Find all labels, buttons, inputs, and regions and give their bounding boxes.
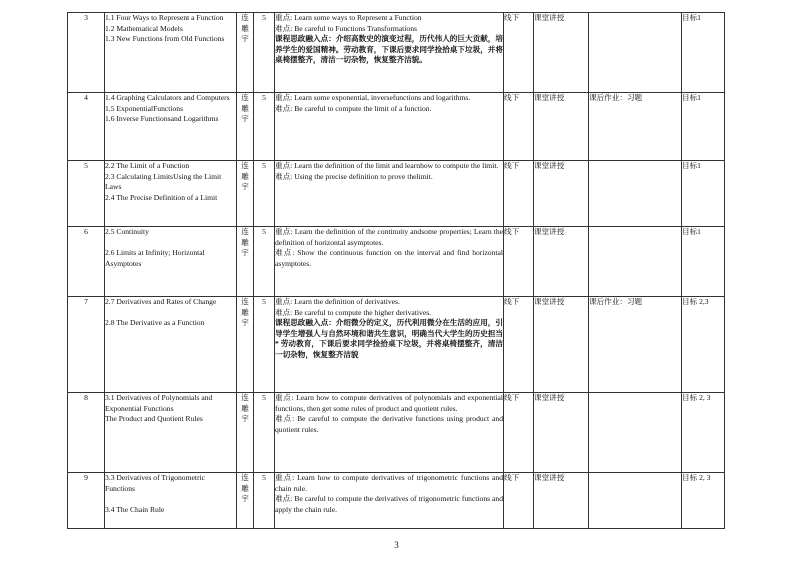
goal-cell bbox=[682, 297, 725, 393]
week-number-cell bbox=[68, 93, 105, 161]
teacher-cell-text: 连 雕 宇 bbox=[241, 161, 249, 192]
teacher-cell-text: 连 雕 宇 bbox=[241, 473, 249, 504]
table-row bbox=[68, 473, 725, 529]
key-point-line: 难点: Be careful to Functions Transformations bbox=[275, 23, 417, 33]
teacher-cell-text: 连 雕 宇 bbox=[241, 393, 249, 424]
page-number: 3 bbox=[394, 540, 399, 550]
key-point-line: 难点: Be careful to compute the derivatives of trigonometric functions and apply the chain rule. bbox=[275, 494, 503, 514]
topic-cell-text: 3.1 Derivatives of Polynomials and Exponential Functions The Product and Quotient Rules bbox=[105, 393, 213, 424]
table-row bbox=[68, 227, 725, 297]
teacher-cell bbox=[237, 297, 254, 393]
teacher-cell bbox=[237, 473, 254, 529]
mode-cell-text: 线下 bbox=[504, 227, 520, 236]
teacher-cell bbox=[237, 393, 254, 473]
schedule-rows bbox=[68, 13, 725, 529]
mode-cell-text: 线下 bbox=[504, 297, 520, 306]
week-number-cell-text: 8 bbox=[84, 393, 88, 402]
topic-cell-text: 2.5 Continuity 2.6 Limits at Infinity; Horizontal Asymptotes bbox=[105, 227, 205, 268]
table-row bbox=[68, 161, 725, 227]
hours-cell-text: 5 bbox=[262, 227, 266, 236]
goal-cell-text: 目标1 bbox=[682, 93, 701, 102]
goal-cell-text: 目标1 bbox=[682, 161, 701, 170]
content-cell bbox=[275, 93, 504, 161]
week-number-cell bbox=[68, 13, 105, 93]
goal-cell-text: 目标 2, 3 bbox=[682, 473, 711, 482]
homework-cell bbox=[589, 227, 682, 297]
hours-cell bbox=[254, 161, 275, 227]
key-point-line: 难点: Be careful to compute the derivative functions using product and quotient rules. bbox=[275, 414, 503, 434]
hours-cell-text: 5 bbox=[262, 161, 266, 170]
goal-cell-text: 目标 2, 3 bbox=[682, 393, 711, 402]
topic-cell-text: 2.7 Derivatives and Rates of Change 2.8 The Derivative as a Function bbox=[105, 297, 217, 328]
topic-cell bbox=[105, 161, 237, 227]
week-number-cell bbox=[68, 227, 105, 297]
content-cell bbox=[275, 227, 504, 297]
method-cell-text: 课堂讲授 bbox=[534, 393, 565, 402]
topic-cell-text: 1.1 Four Ways to Represent a Function 1.2 Mathematical Models 1.3 New Functions from Old Functions bbox=[105, 13, 225, 44]
mode-cell bbox=[504, 227, 534, 297]
method-cell bbox=[534, 161, 589, 227]
ideology-note: 课程思政融入点：介绍高数史的演变过程，历代伟人的巨大贡献，培养学生的爱国精神。劳动教育，下课后要求同学捡拾桌下垃圾，并将桌椅摆整齐，清洁一切杂物，恢复整齐洁貌。 bbox=[275, 34, 503, 65]
key-point-line: 难点: Be careful to compute the limit of a function. bbox=[275, 103, 432, 113]
teacher-cell bbox=[237, 227, 254, 297]
hours-cell bbox=[254, 93, 275, 161]
key-point-line: 难点: Using the precise definition to prove thelimit. bbox=[275, 171, 433, 181]
goal-cell-text: 目标1 bbox=[682, 13, 701, 22]
topic-cell bbox=[105, 297, 237, 393]
hours-cell bbox=[254, 297, 275, 393]
week-number-cell bbox=[68, 297, 105, 393]
key-point-line: 难点: Be careful to compute the higher derivatives. bbox=[275, 307, 432, 317]
week-number-cell-text: 6 bbox=[84, 227, 88, 236]
method-cell bbox=[534, 93, 589, 161]
goal-cell bbox=[682, 13, 725, 93]
topic-cell bbox=[105, 393, 237, 473]
goal-cell bbox=[682, 393, 725, 473]
mode-cell bbox=[504, 297, 534, 393]
content-cell bbox=[275, 13, 504, 93]
key-point-line: 重点: Learn the definition of derivatives. bbox=[275, 297, 400, 306]
topic-cell-text: 2.2 The Limit of a Function 2.3 Calculating LimitsUsing the Limit Laws 2.4 The Precise Definition of a Limit bbox=[105, 161, 222, 202]
schedule-table bbox=[67, 12, 725, 529]
method-cell bbox=[534, 13, 589, 93]
week-number-cell bbox=[68, 393, 105, 473]
method-cell-text: 课堂讲授 bbox=[534, 227, 565, 236]
hours-cell bbox=[254, 227, 275, 297]
week-number-cell-text: 5 bbox=[84, 161, 88, 170]
homework-cell bbox=[589, 93, 682, 161]
method-cell-text: 课堂讲授 bbox=[534, 13, 565, 22]
key-point-line: 重点: Learn how to compute derivatives of polynomials and exponential functions, then get some rules of product and quotient rules. bbox=[275, 393, 503, 413]
key-point-line: 重点: Learn the definition of the limit and learnhow to compute the limit. bbox=[275, 161, 499, 170]
mode-cell bbox=[504, 473, 534, 529]
week-number-cell-text: 4 bbox=[84, 93, 88, 102]
week-number-cell-text: 7 bbox=[84, 297, 88, 306]
content-cell bbox=[275, 473, 504, 529]
hours-cell bbox=[254, 473, 275, 529]
table-row bbox=[68, 297, 725, 393]
key-point-line: 重点: Learn how to compute derivatives of trigonometric functions and chain rule. bbox=[275, 473, 503, 493]
key-point-line: 重点: Learn some ways to Represent a Function bbox=[275, 13, 422, 22]
mode-cell bbox=[504, 161, 534, 227]
mode-cell bbox=[504, 393, 534, 473]
homework-cell-text: 课后作业：习题 bbox=[589, 93, 643, 102]
key-point-line: 重点: Learn some exponential, inversefunctions and logarithms. bbox=[275, 93, 471, 102]
mode-cell-text: 线下 bbox=[504, 13, 520, 22]
table-row bbox=[68, 13, 725, 93]
topic-cell-text: 3.3 Derivatives of Trigonometric Functions 3.4 The Chain Rule bbox=[105, 473, 205, 514]
goal-cell bbox=[682, 473, 725, 529]
goal-cell bbox=[682, 93, 725, 161]
homework-cell bbox=[589, 297, 682, 393]
topic-cell bbox=[105, 227, 237, 297]
week-number-cell bbox=[68, 161, 105, 227]
method-cell-text: 课堂讲授 bbox=[534, 161, 565, 170]
method-cell-text: 课堂讲授 bbox=[534, 473, 565, 482]
homework-cell bbox=[589, 13, 682, 93]
homework-cell-text: 课后作业：习题 bbox=[589, 297, 643, 306]
teacher-cell bbox=[237, 93, 254, 161]
mode-cell bbox=[504, 13, 534, 93]
mode-cell-text: 线下 bbox=[504, 393, 520, 402]
hours-cell-text: 5 bbox=[262, 473, 266, 482]
teacher-cell-text: 连 雕 宇 bbox=[241, 297, 249, 328]
teacher-cell bbox=[237, 13, 254, 93]
mode-cell bbox=[504, 93, 534, 161]
hours-cell bbox=[254, 13, 275, 93]
teacher-cell-text: 连 雕 宇 bbox=[241, 93, 249, 124]
content-cell bbox=[275, 297, 504, 393]
topic-cell-text: 1.4 Graphing Calculators and Computers 1.5 ExponentialFunctions 1.6 Inverse Functionsand Logarithms bbox=[105, 93, 230, 124]
homework-cell bbox=[589, 161, 682, 227]
week-number-cell-text: 3 bbox=[84, 13, 88, 22]
method-cell-text: 课堂讲授 bbox=[534, 93, 565, 102]
content-cell bbox=[275, 393, 504, 473]
ideology-note: 课程思政融入点：介绍微分的定义，历代利用微分在生活的应用，引导学生增强人与自然环境和谐共生意识，明确当代大学生的历史担当* 劳动教育，下课后要求同学捡拾桌下垃圾，并将桌椅摆整齐，清洁一切杂物，恢复整齐洁貌 bbox=[275, 318, 503, 359]
week-number-cell-text: 9 bbox=[84, 473, 88, 482]
hours-cell-text: 5 bbox=[262, 13, 266, 22]
week-number-cell bbox=[68, 473, 105, 529]
hours-cell-text: 5 bbox=[262, 393, 266, 402]
goal-cell-text: 目标1 bbox=[682, 227, 701, 236]
method-cell bbox=[534, 297, 589, 393]
key-point-line: 难点: Show the continuous function on the interval and find horizontal asymptotes. bbox=[275, 248, 503, 268]
homework-cell bbox=[589, 393, 682, 473]
hours-cell-text: 5 bbox=[262, 297, 266, 306]
teacher-cell bbox=[237, 161, 254, 227]
table-row bbox=[68, 93, 725, 161]
topic-cell bbox=[105, 13, 237, 93]
hours-cell bbox=[254, 393, 275, 473]
method-cell bbox=[534, 473, 589, 529]
goal-cell-text: 目标 2,3 bbox=[682, 297, 709, 306]
teacher-cell-text: 连 雕 宇 bbox=[241, 13, 249, 44]
mode-cell-text: 线下 bbox=[504, 473, 520, 482]
mode-cell-text: 线下 bbox=[504, 93, 520, 102]
goal-cell bbox=[682, 227, 725, 297]
method-cell bbox=[534, 393, 589, 473]
method-cell-text: 课堂讲授 bbox=[534, 297, 565, 306]
topic-cell bbox=[105, 93, 237, 161]
method-cell bbox=[534, 227, 589, 297]
hours-cell-text: 5 bbox=[262, 93, 266, 102]
homework-cell bbox=[589, 473, 682, 529]
teacher-cell-text: 连 雕 宇 bbox=[241, 227, 249, 258]
table-row bbox=[68, 393, 725, 473]
content-cell bbox=[275, 161, 504, 227]
key-point-line: 重点: Learn the definition of the continuity andsome properties; Learn the definition of horizontal asymptotes. bbox=[275, 227, 503, 247]
goal-cell bbox=[682, 161, 725, 227]
mode-cell-text: 线下 bbox=[504, 161, 520, 170]
topic-cell bbox=[105, 473, 237, 529]
